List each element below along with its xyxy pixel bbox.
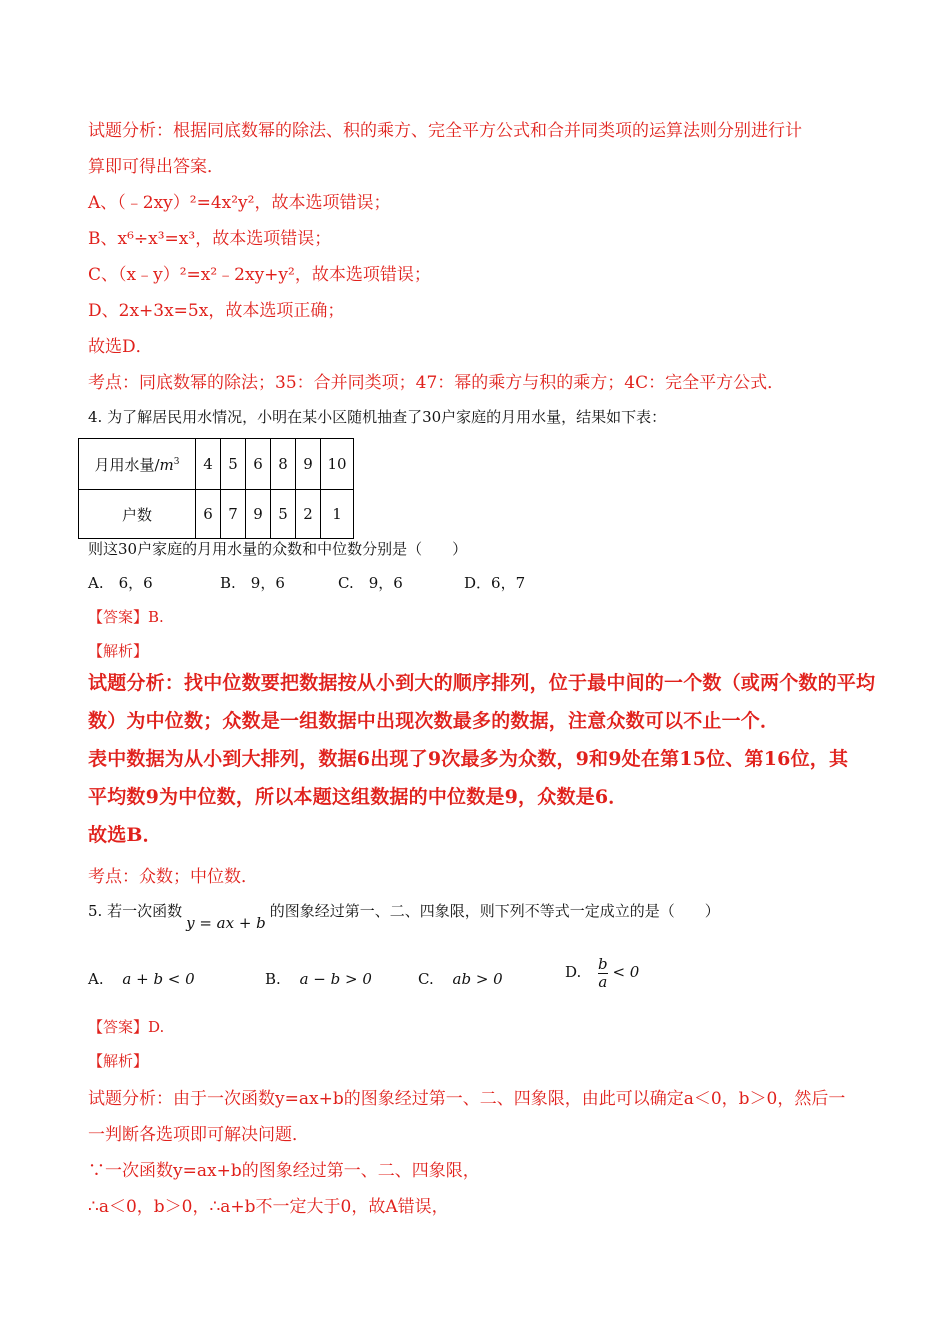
- q5-option-b-label: B.: [265, 970, 281, 988]
- table-cell: 6: [246, 439, 271, 490]
- q5-stem-pre: 5. 若一次函数: [88, 902, 183, 920]
- q5-option-a-expr: a + b < 0: [122, 970, 195, 988]
- table-row-households: [79, 490, 354, 539]
- q4-analysis-line-1: 试题分析：找中位数要把数据按从小到大的顺序排列，位于最中间的一个数（或两个数的平均: [88, 672, 876, 694]
- q4-question: 则这30户家庭的月用水量的众数和中位数分别是（ ）: [88, 540, 468, 558]
- q5-option-d-rest: < 0: [612, 963, 640, 981]
- table-cell: 2: [296, 490, 321, 539]
- q4-jiexi: 【解析】: [88, 642, 149, 660]
- usage-header-label: 月用水量/: [94, 455, 160, 474]
- usage-unit-sup: 3: [173, 456, 180, 467]
- table-cell: 8: [271, 439, 296, 490]
- q3-choice: 故选D．: [88, 337, 153, 357]
- q5-analysis-line-3: ∵一次函数y=ax+b的图象经过第一、二、四象限，: [88, 1161, 480, 1181]
- q4-analysis-line-2: 数）为中位数；众数是一组数据中出现次数最多的数据，注意众数可以不止一个．: [88, 710, 780, 732]
- q5-stem-post: 的图象经过第一、二、四象限，则下列不等式一定成立的是（ ）: [269, 902, 720, 920]
- q3-kaodian: 考点：同底数幂的除法；35：合并同类项；47：幂的乘方与积的乘方；4C：完全平方公式．: [88, 373, 785, 393]
- q5-option-d-label: D.: [565, 963, 582, 981]
- q5-option-b-expr: a − b > 0: [299, 970, 372, 988]
- q5-option-d: [565, 956, 639, 990]
- q3-option-d: D、2x+3x=5x，故本选项正确；: [88, 301, 345, 321]
- q5-option-a-label: A.: [88, 970, 104, 988]
- table-cell: 6: [196, 490, 221, 539]
- q5-option-c-expr: ab > 0: [452, 970, 503, 988]
- table-cell: 5: [271, 490, 296, 539]
- table-cell: 1: [321, 490, 354, 539]
- table-header-usage: [79, 439, 196, 490]
- q5-option-b: [265, 970, 372, 988]
- table-header-households: 户数: [79, 490, 196, 539]
- q5-analysis-line-2: 一判断各选项即可解决问题．: [88, 1125, 309, 1145]
- q4-analysis-line-3: 表中数据为从小到大排列，数据6出现了9次最多为众数，9和9处在第15位、第16位，其: [88, 748, 849, 770]
- q5-option-c: [418, 970, 503, 988]
- table-cell: 7: [221, 490, 246, 539]
- q5-function: y = ax + b: [186, 914, 266, 932]
- q4-kaodian: 考点：众数；中位数．: [88, 867, 258, 887]
- table-cell: 9: [246, 490, 271, 539]
- q4-option-c: C. 9，6: [338, 574, 403, 592]
- q5-analysis-line-4: ∴a＜0，b＞0，∴a+b不一定大于0，故A错误，: [88, 1197, 449, 1217]
- q3-option-b: B、x⁶÷x³=x³，故本选项错误；: [88, 229, 332, 249]
- table-row-usage: [79, 439, 354, 490]
- q3-option-c: C、（x﹣y）²=x²﹣2xy+y²，故本选项错误；: [88, 265, 431, 285]
- q4-option-a: A. 6，6: [88, 574, 153, 592]
- q5-option-d-fraction: [598, 956, 608, 990]
- q5-answer: 【答案】D.: [88, 1018, 165, 1036]
- q4-choice: 故选B．: [88, 824, 162, 846]
- q3-analysis-line-1: 试题分析：根据同底数幂的除法、积的乘方、完全平方公式和合并同类项的运算法则分别进行计: [88, 121, 802, 141]
- q5-analysis-line-1: 试题分析：由于一次函数y=ax+b的图象经过第一、二、四象限，由此可以确定a＜0，b＞0，然后一: [88, 1089, 846, 1109]
- table-cell: 10: [321, 439, 354, 490]
- q5-option-a: [88, 970, 195, 988]
- q3-analysis-line-2: 算即可得出答案．: [88, 157, 224, 177]
- table-cell: 9: [296, 439, 321, 490]
- q4-analysis-line-4: 平均数9为中位数，所以本题这组数据的中位数是9，众数是6．: [88, 786, 628, 808]
- fraction-numerator: b: [598, 955, 608, 973]
- usage-unit: m: [159, 455, 174, 474]
- q4-answer: 【答案】B.: [88, 608, 164, 626]
- q5-stem: [88, 900, 720, 932]
- fraction-denominator: a: [598, 972, 608, 991]
- q5-option-c-label: C.: [418, 970, 434, 988]
- q4-option-d: D．6，7: [464, 574, 526, 592]
- q3-option-a: A、（﹣2xy）²=4x²y²，故本选项错误；: [88, 193, 391, 213]
- table-cell: 5: [221, 439, 246, 490]
- water-usage-table: [78, 438, 354, 539]
- q5-jiexi: 【解析】: [88, 1052, 149, 1070]
- q4-stem: 4. 为了解居民用水情况，小明在某小区随机抽查了30户家庭的月用水量，结果如下表：: [88, 408, 667, 426]
- q4-option-b: B. 9，6: [220, 574, 285, 592]
- table-cell: 4: [196, 439, 221, 490]
